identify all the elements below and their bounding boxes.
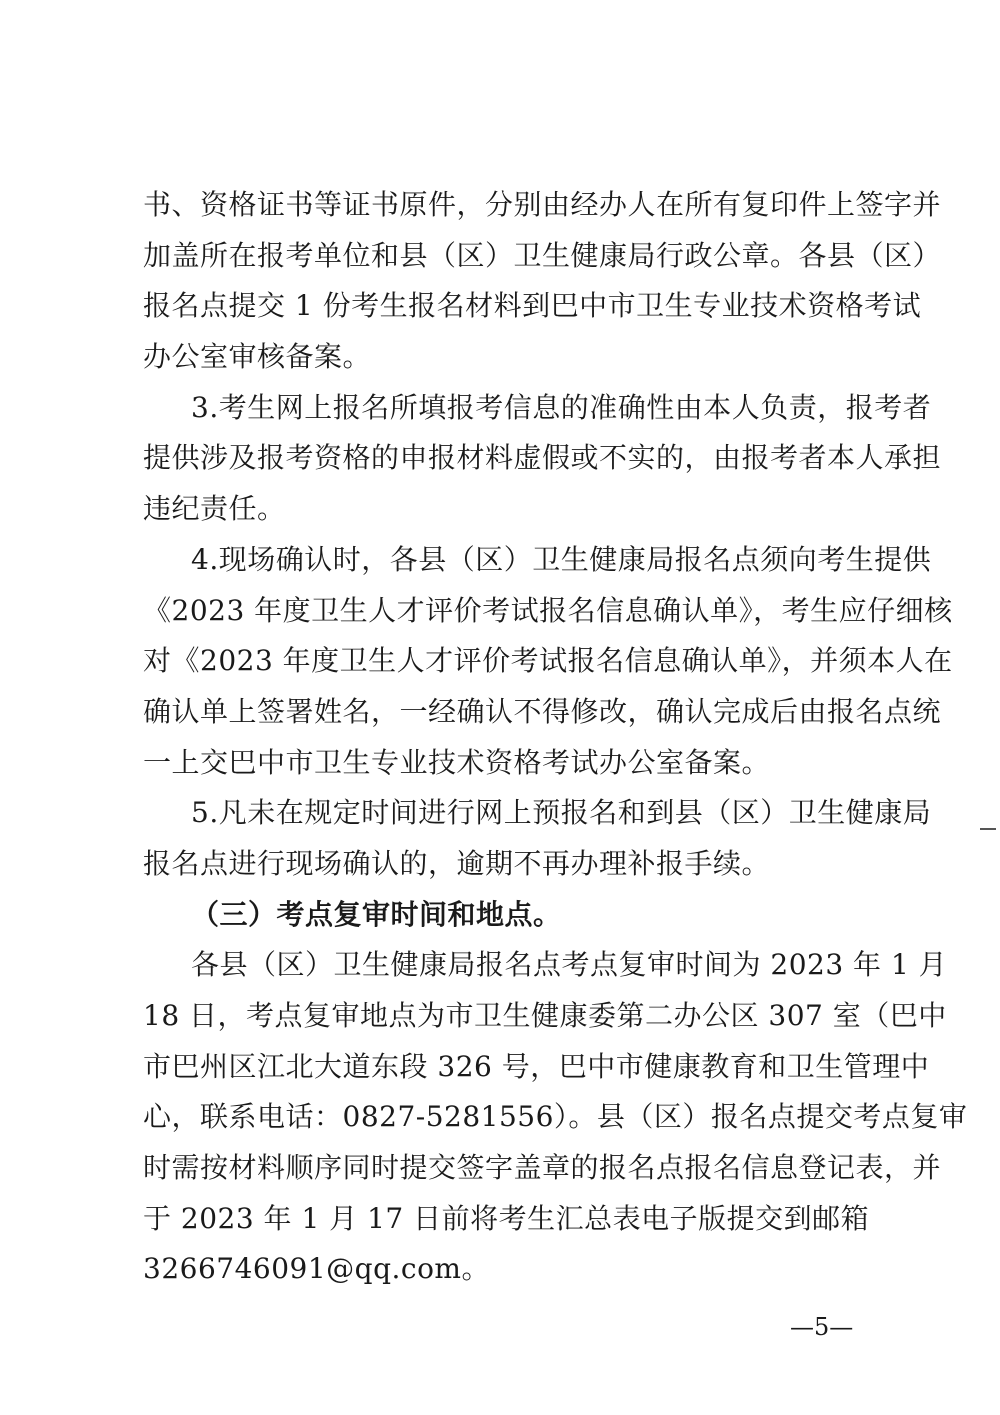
text-line: 确认单上签署姓名，一经确认不得修改，确认完成后由报名点统 (143, 694, 942, 728)
text-line: 各县（区）卫生健康局报名点考点复审时间为 2023 年 1 月 (191, 948, 948, 982)
text-line: 报名点提交 1 份考生报名材料到巴中市卫生专业技术资格考试 (143, 289, 922, 323)
text-line: 心，联系电话：0827-5281556）。县（区）报名点提交考点复审 (143, 1100, 968, 1134)
text-line: 《2023 年度卫生人才评价考试报名信息确认单》，考生应仔细核 (143, 593, 953, 627)
text-line: 报名点进行现场确认的，逾期不再办理补报手续。 (143, 846, 771, 880)
text-line: 办公室审核备案。 (143, 340, 372, 374)
text-line: 3.考生网上报名所填报考信息的准确性由本人负责，报考者 (191, 390, 932, 424)
email-line: 3266746091@qq.com。 (143, 1252, 490, 1286)
text-line: 提供涉及报考资格的申报材料虚假或不实的，由报考者本人承担 (143, 441, 942, 475)
document-body (143, 180, 968, 1295)
text-line: 市巴州区江北大道东段 326 号，巴中市健康教育和卫生管理中 (143, 1049, 930, 1083)
section-heading: （三）考点复审时间和地点。 (191, 897, 562, 931)
text-line: 对《2023 年度卫生人才评价考试报名信息确认单》，并须本人在 (143, 644, 953, 678)
page-number: —5— (790, 1313, 854, 1341)
text-line: 书、资格证书等证书原件，分别由经办人在所有复印件上签字并 (143, 188, 942, 221)
text-line: 4.现场确认时，各县（区）卫生健康局报名点须向考生提供 (191, 542, 932, 576)
text-line: 加盖所在报考单位和县（区）卫生健康局行政公章。各县（区） (143, 238, 942, 272)
text-line: 一上交巴中市卫生专业技术资格考试办公室备案。 (143, 745, 771, 779)
binding-mark (980, 828, 996, 830)
text-line: 5.凡未在规定时间进行网上预报名和到县（区）卫生健康局 (191, 796, 932, 830)
text-line: 于 2023 年 1 月 17 日前将考生汇总表电子版提交到邮箱 (143, 1201, 870, 1235)
text-line: 18 日，考点复审地点为市卫生健康委第二办公区 307 室（巴中 (143, 999, 947, 1032)
text-line: 违纪责任。 (143, 492, 286, 526)
text-line: 时需按材料顺序同时提交签字盖章的报名点报名信息登记表，并 (143, 1151, 942, 1185)
